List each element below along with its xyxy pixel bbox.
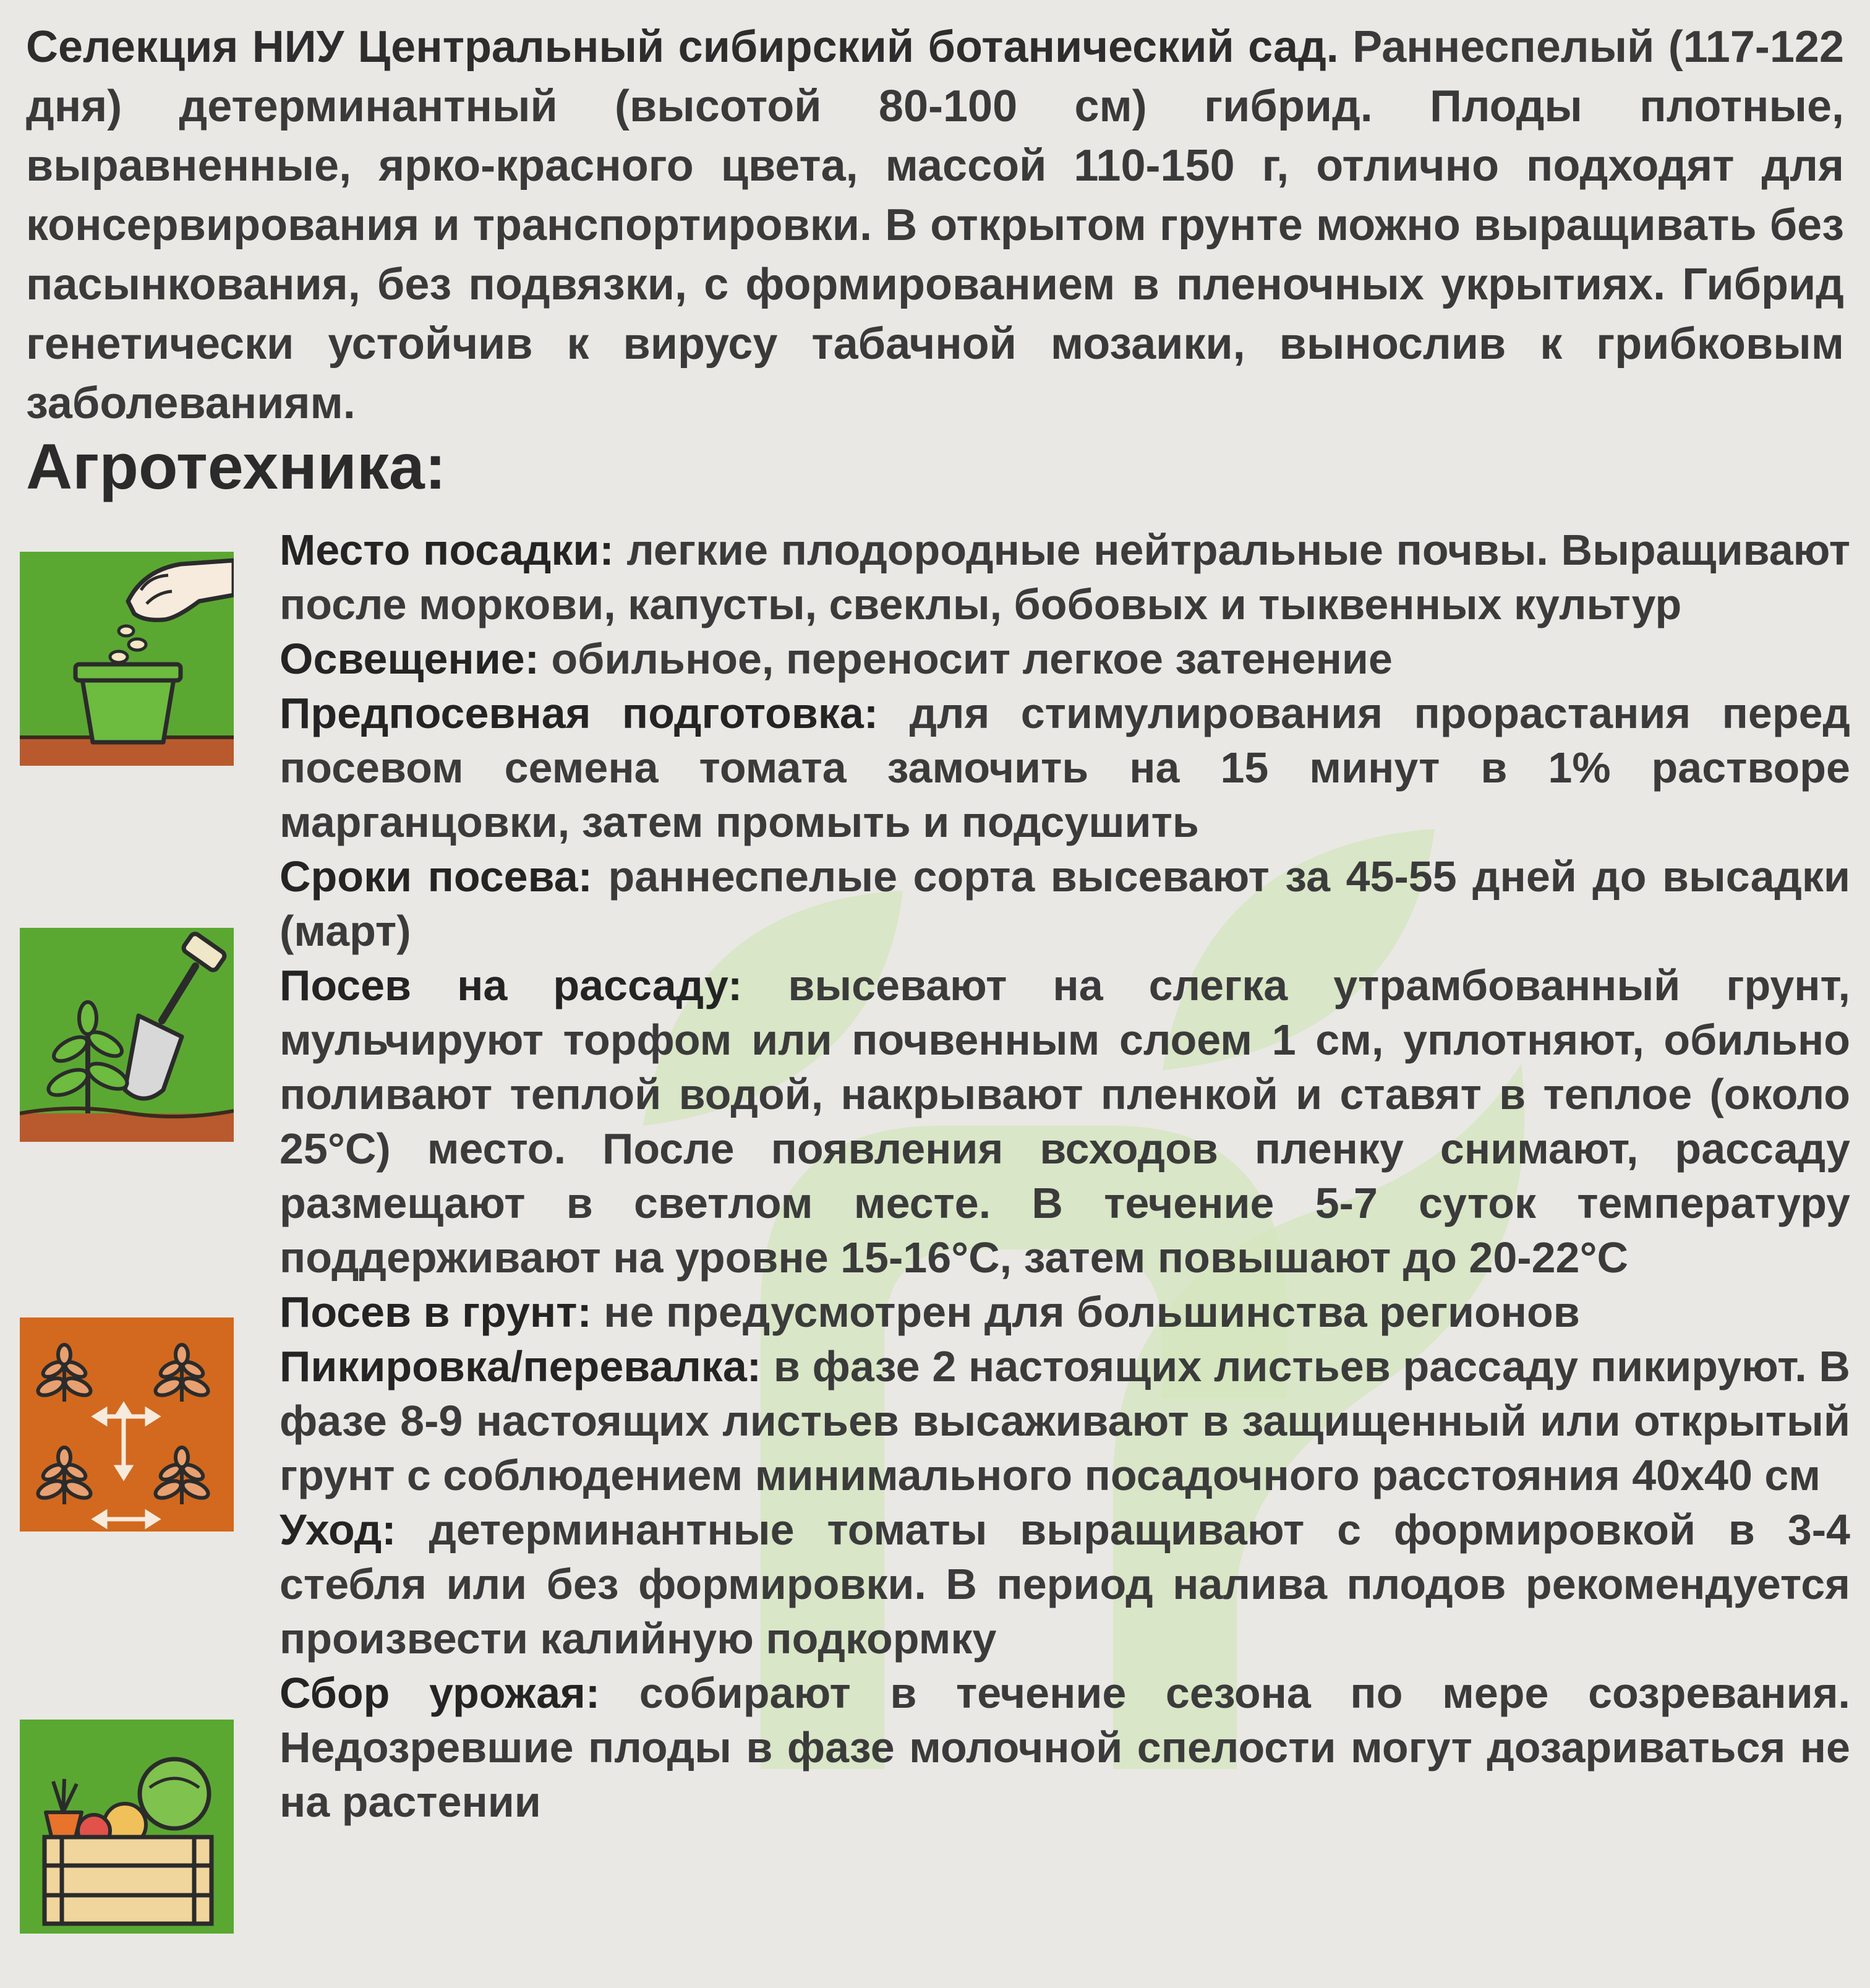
step-term: Место посадки: (280, 526, 614, 574)
step-term: Пикировка/перевалка: (280, 1342, 762, 1390)
list-item (280, 632, 1850, 686)
list-item (280, 1666, 1850, 1829)
list-item (280, 958, 1850, 1285)
step-text: легкие плодородные нейтральные почвы. Выращивают после моркови, капусты, свеклы, бобовых и тыквенных культур (280, 526, 1850, 628)
breeder-lead: Селекция НИУ Центральный сибирский ботанический сад. (26, 22, 1339, 72)
list-item (280, 1285, 1850, 1339)
shovel-seedling-icon (20, 928, 234, 1142)
plant-spacing-icon (20, 1317, 234, 1532)
step-term: Сроки посева: (280, 852, 592, 901)
variety-text: Раннеспелый (117-122 дня) детерминантный (высотой 80-100 см) гибрид. Плоды плотные, выравненные, ярко-красного цвета, массой 110-150 г, отлично подходят для консервирования и транспортировки. В открытом грунте можно выращивать без пасынкования, без подвязки, с формированием в пленочных укрытиях. Гибрид генетически устойчив к вирусу табачной мозаики, вынослив к грибковым заболеваниям. (26, 22, 1844, 428)
variety-description (26, 17, 1844, 433)
seed-pot-icon (20, 552, 234, 766)
step-term: Посев в грунт: (280, 1288, 592, 1336)
list-item (280, 523, 1850, 632)
harvest-crate-icon (20, 1720, 234, 1934)
step-term: Освещение: (280, 635, 539, 683)
step-text: для стимулирования прорастания перед посевом семена томата замочить на 15 минут в 1% растворе марганцовки, затем промыть и подсушить (280, 689, 1850, 846)
step-text: в фазе 2 настоящих листьев рассаду пикируют. В фазе 8-9 настоящих листьев высаживают в защищенный или открытый грунт с соблюдением минимального посадочного расстояния 40х40 см (280, 1342, 1850, 1499)
step-text: обильное, переносит легкое затенение (551, 635, 1393, 683)
step-text: не предусмотрен для большинства регионов (604, 1288, 1580, 1336)
list-item (280, 686, 1850, 849)
step-term: Предпосевная подготовка: (280, 689, 879, 737)
list-item (280, 1502, 1850, 1666)
step-text: высевают на слегка утрамбованный грунт, мульчируют торфом или почвенным слоем 1 см, уплотняют, обильно поливают теплой водой, накрывают пленкой и ставят в теплое (около 25°С) место. После появления всходов пленку снимают, рассаду размещают в светлом месте. В течение 5-7 суток температуру поддерживают на уровне 15-16°С, затем повышают до 20-22°С (280, 961, 1850, 1282)
step-term: Посев на рассаду: (280, 961, 743, 1009)
list-item (280, 849, 1850, 958)
agrotechnics-heading: Агротехника: (26, 431, 446, 503)
agrotechnics-list (280, 523, 1850, 1829)
list-item (280, 1339, 1850, 1502)
step-text: раннеспелые сорта высевают за 45-55 дней до высадки (март) (280, 852, 1850, 955)
step-term: Уход: (280, 1506, 396, 1554)
step-text: собирают в течение сезона по мере созревания. Недозревшие плоды в фазе молочной спелости могут дозариваться не на растении (280, 1669, 1850, 1826)
step-term: Сбор урожая: (280, 1669, 600, 1717)
step-text: детерминантные томаты выращивают с формировкой в 3-4 стебля или без формировки. В период налива плодов рекомендуется произвести калийную подкормку (280, 1506, 1850, 1663)
